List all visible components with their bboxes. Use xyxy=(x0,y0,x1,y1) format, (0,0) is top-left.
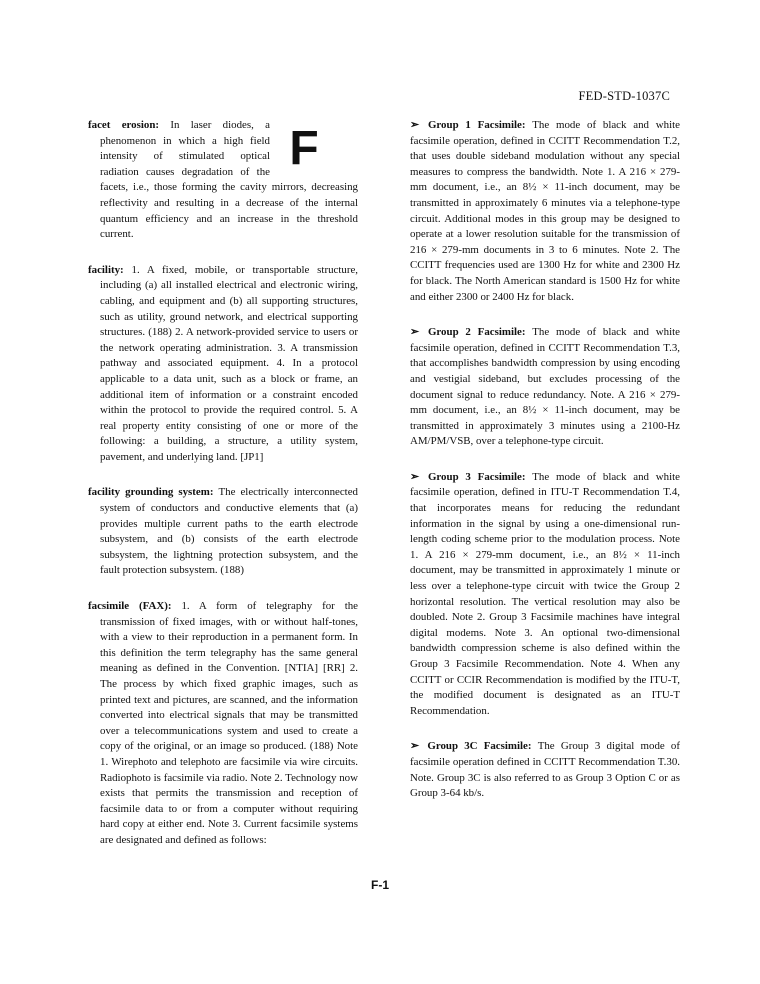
arrow-bullet-icon: ➢ xyxy=(410,119,420,131)
right-column xyxy=(410,118,680,822)
entry-definition: The electrically interconnected system of conductors and conductive elements that (a) provides multiple current paths to the earth electrode subsystem, and (b) consists of the earth electrode subsystem, the lightning protection subsystem, and the fault protection subsystem. (188) xyxy=(100,486,358,577)
glossary-entry-group-3-facsimile xyxy=(410,470,680,720)
entry-definition: 1. A form of telegraphy for the transmission of fixed images, with or without half-tones, with a view to their reproduction in a permanent form. In this definition the term telegraphy has the same general meaning as defined in the Convention. [NTIA] [RR] 2. The process by which fixed graphic images, such as printed text and pictures, are scanned, and the information converted into electrical signals that may be transmitted over a telecommunications system and used to create a copy of the original, or an image so produced. (188) Note 1. Wirephoto and telephoto are facsimile via wire circuits. Radiophoto is facsimile via radio. Note 2. Technology now exists that permits the transmission and reception of facsimile data to or from a computer without requiring hard copy at either end. Note 3. Current facsimile systems are designated and defined as follows: xyxy=(100,600,359,846)
arrow-bullet-icon: ➢ xyxy=(410,470,420,483)
arrow-bullet-icon: ➢ xyxy=(410,740,420,753)
glossary-entry-group-1-facsimile xyxy=(410,118,680,305)
arrow-bullet-icon: ➢ xyxy=(410,326,420,339)
glossary-entry-group-2-facsimile xyxy=(410,325,680,450)
page-number: F-1 xyxy=(371,878,389,892)
glossary-entry-facility-grounding-system xyxy=(88,485,358,579)
entry-term: facility grounding system: xyxy=(88,486,219,499)
section-letter: F xyxy=(289,122,319,175)
left-column xyxy=(88,118,358,869)
entry-definition: The mode of black and white facsimile operation, defined in CCITT Recommendation T.3, that accomplishes bandwidth compression by using encoding and vestigial sideband, but excludes processing of the document signal to reduce redundancy. Note. A 216 × 279-mm document, i.e., an 8½ × 11-inch document, may be transmitted in approximately 3 minutes using a 2100-Hz AM/PM/VSB, over a telephone-type circuit. xyxy=(410,326,680,448)
entry-term: Group 3C Facsimile: xyxy=(427,740,538,753)
entry-definition: The Group 3 digital mode of facsimile operation defined in CCITT Recommendation T.30. Note. Group 3C is also referred to as Group 3 Option C or as Group 3-64 kb/s. xyxy=(410,740,680,800)
entry-term: Group 2 Facsimile: xyxy=(427,326,533,339)
entry-definition: In laser diodes, a phenomenon in which a high field intensity of stimulated optical radiation causes degradation of the facets, i.e., those forming the cavity mirrors, decreasing reflectivity and resulting in a decrease of the internal quantum efficiency and an increase in the threshold current. xyxy=(100,119,358,241)
entry-definition: 1. A fixed, mobile, or transportable structure, including (a) all installed electrical and electronic wiring, cabling, and equipment and (b) all supporting structures, such as utility, ground network, and electrical supporting structures. (188) 2. A network-provided service to users or the network operating administration. 3. A transmission pathway and associated equipment. 4. In a protocol applicable to a data unit, such as a block or frame, an additional item of information or a constraint encoded within the protocol to provide the required control. 5. A real property entity consisting of one or more of the following: a building, a structure, a utility system, pavement, and underlying land. [JP1] xyxy=(100,263,359,463)
entry-term: facility: xyxy=(88,263,132,276)
entry-definition: The mode of black and white facsimile operation, defined in ITU-T Recommendation T.4, that incorporates means for reducing the redundant information in the signal by using a one-dimensional run-length coding scheme prior to the modulation process. Note 1. A 216 × 279-mm document, i.e., an 8½ × 11-inch document, may be transmitted in approximately 1 minute or less over a telephone-type circuit with twice the Group 2 horizontal resolution. The vertical resolution may also be doubled. Note 2. Group 3 Facsimile machines have integral digital modems. Note 3. An optional two-dimensional bandwidth compression scheme is also defined within the Group 3 Facsimile Recommendation. Note 4. When any CCITT or CCIR Recommendation is modified by the ITU-T, the modified document is designated as an ITU-T Recommendation. xyxy=(410,470,680,717)
entry-term: Group 3 Facsimile: xyxy=(427,470,533,483)
glossary-entry-facility xyxy=(88,263,358,466)
glossary-entry-group-3c-facsimile xyxy=(410,739,680,801)
document-id-header: FED-STD-1037C xyxy=(578,89,670,103)
entry-term: facsimile (FAX): xyxy=(88,600,182,613)
entry-definition: The mode of black and white facsimile operation, defined in CCITT Recommendation T.2, that uses double sideband modulation without any special measures to compress the bandwidth. Note 1. A 216 × 279-mm document, i.e., an 8½ × 11-inch document, may be transmitted in approximately 6 minutes via a telephone-type circuit. Additional modes in this group may be designed to operate at a lower resolution suitable for the transmission of 216 × 279-mm documents in 3 to 6 minutes. Note 2. The CCITT frequencies used are 1300 Hz for white and 2300 Hz for black. The North American standard is 1500 Hz for white and either 2300 or 2400 Hz for black. xyxy=(410,119,680,303)
glossary-entry-facet-erosion xyxy=(88,118,358,243)
entry-term: Group 1 Facsimile: xyxy=(427,119,533,131)
glossary-entry-facsimile xyxy=(88,599,358,849)
entry-term: facet erosion: xyxy=(88,119,171,131)
